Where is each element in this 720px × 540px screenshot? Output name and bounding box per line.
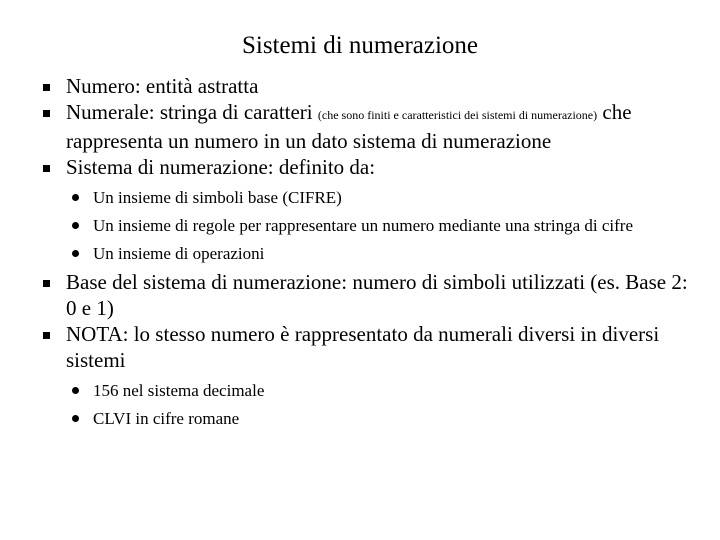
bullet-text: Base del sistema di numerazione: numero di simboli utilizzati (es. Base 2: 0 e 1)	[66, 270, 688, 320]
square-bullet-icon	[43, 332, 50, 339]
square-bullet-icon	[43, 84, 50, 91]
bullet-text: NOTA: lo stesso numero è rappresentato da numerali diversi in diversi sistemi	[66, 322, 660, 372]
sub-bullet-text: 156 nel sistema decimale	[93, 381, 265, 400]
sub-bullet-item	[40, 243, 700, 264]
sub-bullet-text: CLVI in cifre romane	[93, 409, 240, 428]
sub-bullet-item	[40, 408, 700, 429]
bullet-item	[40, 73, 700, 99]
bullet-item	[40, 269, 700, 321]
bullet-text: Sistema di numerazione: definito da:	[66, 155, 376, 179]
sub-bullet-text: Un insieme di regole per rappresentare un numero mediante una stringa di cifre	[93, 216, 634, 235]
bullet-note: (che sono finiti e caratteristici dei sistemi di numerazione)	[317, 108, 598, 122]
round-bullet-icon	[72, 250, 79, 257]
sub-bullet-item	[40, 380, 700, 401]
sub-bullet-list	[40, 187, 700, 264]
round-bullet-icon	[72, 415, 79, 422]
round-bullet-icon	[72, 194, 79, 201]
sub-bullet-list	[40, 380, 700, 429]
square-bullet-icon	[43, 165, 50, 172]
round-bullet-icon	[72, 222, 79, 229]
slide-title: Sistemi di numerazione	[241, 32, 479, 59]
sub-bullet-text: Un insieme di simboli base (CIFRE)	[93, 188, 342, 207]
bullet-text: Numerale: stringa di caratteri	[66, 100, 318, 124]
bullet-item	[40, 154, 700, 180]
sub-bullet-item	[40, 187, 700, 208]
bullet-list	[40, 73, 700, 434]
square-bullet-icon	[43, 280, 50, 287]
bullet-item	[40, 321, 700, 373]
bullet-text-continued: che rappresenta un numero in un dato sistema di numerazione	[66, 100, 632, 153]
round-bullet-icon	[72, 387, 79, 394]
sub-bullet-item	[40, 215, 700, 236]
bullet-text: Numero: entità astratta	[66, 74, 259, 98]
square-bullet-icon	[43, 110, 50, 117]
sub-bullet-text: Un insieme di operazioni	[93, 244, 265, 263]
bullet-item	[40, 99, 700, 154]
